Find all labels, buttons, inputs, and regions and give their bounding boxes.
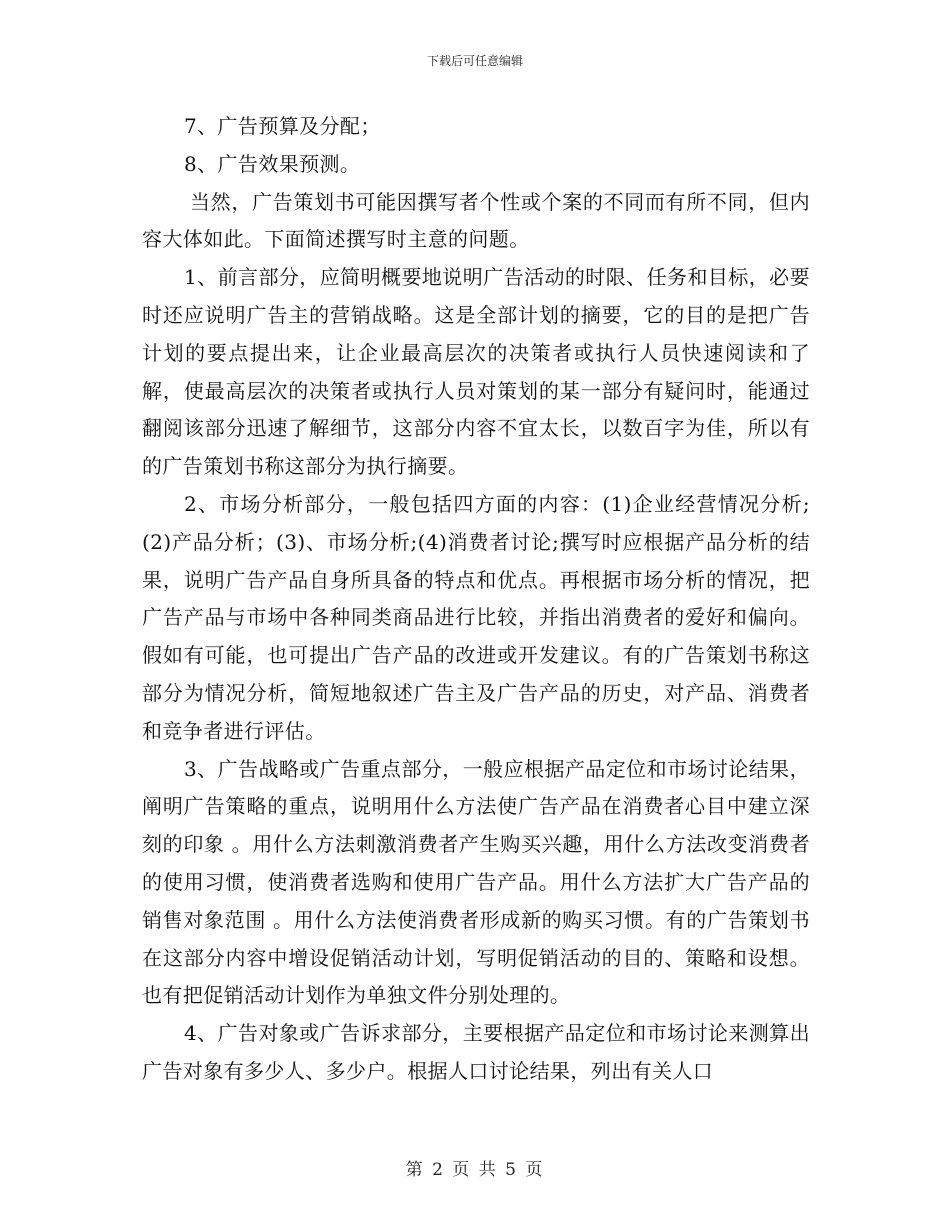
- paragraph-item-8: 8、广告效果预测。: [184, 151, 361, 176]
- paragraph-section-4: 4、广告对象或广告诉求部分，主要根据产品定位和市场讨论来测算出广告对象有多少人、多少户。根据人口讨论结果，列出有关人口: [142, 1021, 810, 1083]
- document-body: [142, 108, 810, 1091]
- page-footer: 第 2 页 共 5 页: [405, 1160, 545, 1180]
- page-header: 下载后可任意编辑: [426, 54, 523, 68]
- paragraph-section-1: 1、前言部分，应简明概要地说明广告活动的时限、任务和目标，必要时还应说明广告主的营销战略。这是全部计划的摘要，它的目的是把广告计划的要点提出来，让企业最高层次的决策者或执行人员快速阅读和了解，使最高层次的决策者或执行人员对策划的某一部分有疑问时，能通过翻阅该部分迅速了解细节，这部分内容不宜太长，以数百字为佳，所以有的广告策划书称这部分为执行摘要。: [142, 265, 810, 479]
- paragraph-intro: 当然，广告策划书可能因撰写者个性或个案的不同而有所不同，但内容大体如此。下面简述撰写时主意的问题。: [142, 189, 810, 252]
- paragraph-section-3: 3、广告战略或广告重点部分，一般应根据产品定位和市场讨论结果，阐明广告策略的重点，说明用什么方法使广告产品在消费者心目中建立深刻的印象 。用什么方法刺激消费者产生购买兴趣，用什么方法改变消费者的使用习惯，使消费者选购和使用广告产品。用什么方法扩大广告产品的销售对象范围 。用什么方法使消费者形成新的购买习惯。有的广告策划书在这部分内容中增设促销活动计划，写明促销活动的目的、策略和设想。也有把促销活动计划作为单独文件分别处理的。: [142, 756, 810, 1008]
- paragraph-section-2: 2、市场分析部分，一般包括四方面的内容：(1)企业经营情况分析;(2)产品分析；(3)、市场分析;(4)消费者讨论;撰写时应根据产品分析的结果，说明广告产品自身所具备的特点和优点。再根据市场分析的情况，把广告产品与市场中各种同类商品进行比较，并指出消费者的爱好和偏向。假如有可能，也可提出广告产品的改进或开发建议。有的广告策划书称这部分为情况分析，简短地叙述广告主及广告产品的历史，对产品、消费者和竞争者进行评估。: [142, 491, 810, 743]
- paragraph-item-7: 7、广告预算及分配；: [184, 114, 381, 138]
